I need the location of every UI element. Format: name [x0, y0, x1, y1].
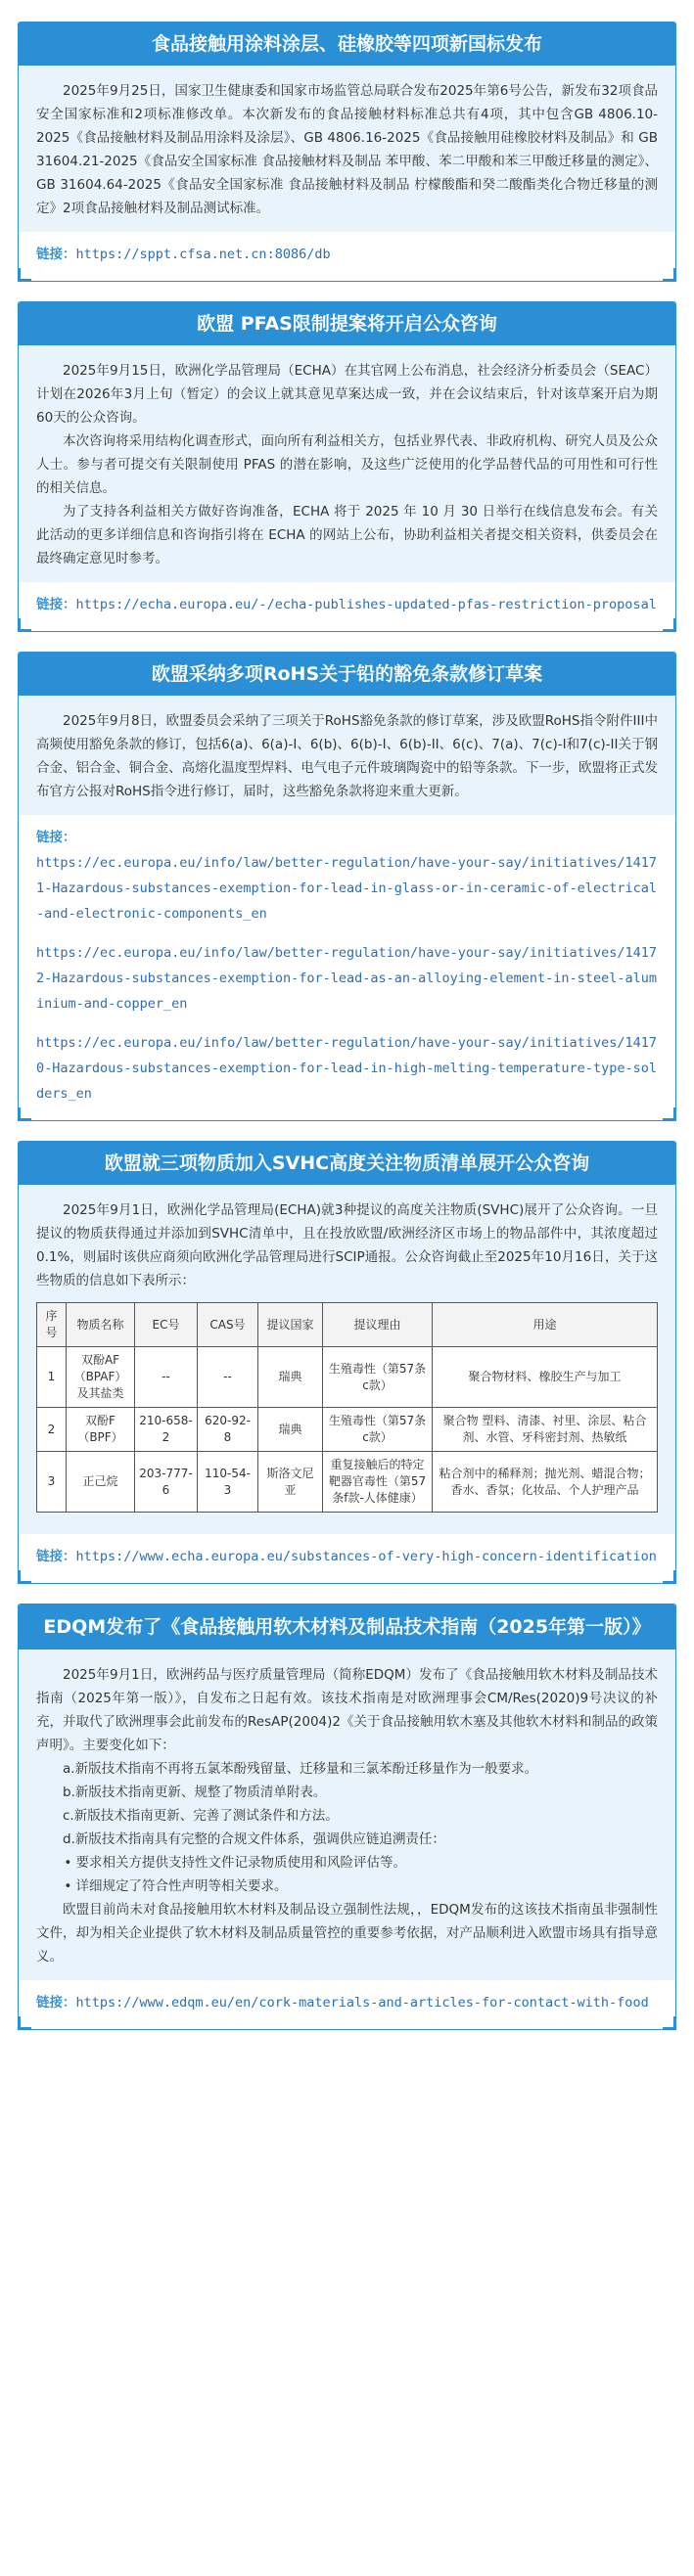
- source-link[interactable]: https://www.echa.europa.eu/substances-of-very-high-concern-identification: [75, 1549, 657, 1564]
- section-paragraph: 本次咨询将采用结构化调查形式，面向所有利益相关方，包括业界代表、非政府机构、研究人员及公众人士。参与者可提交有关限制使用 PFAS 的潜在影响，及这些广泛使用的化学品替代品的可用性和可行性的相关信息。: [36, 433, 658, 496]
- news-section-pfas: [18, 301, 676, 632]
- section-links: [19, 1534, 675, 1583]
- list-item: a.新版技术指南不再将五氯苯酚残留量、迁移量和三氯苯酚迁移量作为一般要求。: [63, 1761, 538, 1777]
- corner-decoration: [18, 268, 31, 282]
- section-paragraph: 2025年9月15日，欧洲化学品管理局（ECHA）在其官网上公布消息，社会经济分析委员会（SEAC）计划在2026年3月上旬（暂定）的会议上就其意见草案达成一致，并在会议结束后，针对该草案开启为期60天的公众咨询。: [36, 363, 658, 426]
- list-item: c.新版技术指南更新、完善了测试条件和方法。: [63, 1808, 339, 1824]
- corner-decoration: [18, 1570, 31, 1584]
- news-section-svhc: [18, 1141, 676, 1584]
- section-title: 食品接触用涂料涂层、硅橡胶等四项新国标发布: [19, 23, 675, 66]
- source-link[interactable]: https://www.edqm.eu/en/cork-materials-and-articles-for-contact-with-food: [75, 1995, 649, 2011]
- table-row: [37, 1408, 658, 1452]
- column-header: 提议国家: [258, 1303, 323, 1347]
- column-header: EC号: [135, 1303, 198, 1347]
- table-cell: 生殖毒性（第57条c款）: [323, 1347, 433, 1408]
- section-paragraph: 2025年9月25日，国家卫生健康委和国家市场监管总局联合发布2025年第6号公告，新发布32项食品安全国家标准和2项标准修改单。本次新发布的食品接触材料标准总共有4项，其中包含GB 4806.10-2025《食品接触材料及制品用涂料及涂层》、GB 4806.16-2025《食品接触用硅橡胶材料及制品》和 GB 31604.21-2025《食品安全国家标准 食品接触材料及制品 苯甲酸、苯二甲酸和苯三甲酸迁移量的测定》、GB 31604.64-2025《食品安全国家标准 食品接触材料及制品 柠檬酸酯和癸二酸酯类化合物迁移量的测定》2项食品接触材料及制品测试标准。: [36, 83, 658, 216]
- spacer: [36, 926, 658, 940]
- table-cell: 双酚F（BPF）: [67, 1408, 135, 1452]
- link-label: 链接：: [36, 830, 76, 845]
- section-body: [19, 1650, 675, 1980]
- table-cell: 瑞典: [258, 1408, 323, 1452]
- section-links: [19, 1980, 675, 2029]
- svhc-table: [36, 1302, 658, 1513]
- table-cell: 双酚AF（BPAF）及其盐类: [67, 1347, 135, 1408]
- corner-decoration: [663, 2016, 676, 2030]
- section-body: [19, 696, 675, 815]
- source-link[interactable]: https://ec.europa.eu/info/law/better-regulation/have-your-say/initiatives/14170-Hazardous-substances-exemption-for-lead-in-high-melting-temperature-type-solders_en: [36, 1035, 657, 1102]
- column-header: 物质名称: [67, 1303, 135, 1347]
- section-title: EDQM发布了《食品接触用软木材料及制品技术指南（2025年第一版）》: [19, 1604, 675, 1650]
- table-cell: 瑞典: [258, 1347, 323, 1408]
- table-cell: 203-777-6: [135, 1452, 198, 1513]
- table-cell: 重复接触后的特定靶器官毒性（第57条f款-人体健康）: [323, 1452, 433, 1513]
- corner-decoration: [663, 618, 676, 632]
- table-cell: 210-658-2: [135, 1408, 198, 1452]
- section-title: 欧盟就三项物质加入SVHC高度关注物质清单展开公众咨询: [19, 1142, 675, 1185]
- source-link[interactable]: https://ec.europa.eu/info/law/better-regulation/have-your-say/initiatives/14172-Hazardous-substances-exemption-for-lead-as-an-alloying-element-in-steel-aluminium-and-copper_en: [36, 945, 657, 1012]
- table-cell: 生殖毒性（第57条c款）: [323, 1408, 433, 1452]
- table-cell: 正己烷: [67, 1452, 135, 1513]
- section-body: [19, 1185, 675, 1534]
- source-link[interactable]: https://sppt.cfsa.net.cn:8086/db: [75, 247, 331, 262]
- section-links: [19, 815, 675, 1120]
- corner-decoration: [18, 618, 31, 632]
- table-cell: 聚合物材料、橡胶生产与加工: [433, 1347, 658, 1408]
- table-row: [37, 1347, 658, 1408]
- table-cell: --: [135, 1347, 198, 1408]
- link-label: 链接：: [36, 1549, 76, 1564]
- section-paragraph: 2025年9月8日，欧盟委员会采纳了三项关于RoHS豁免条款的修订草案，涉及欧盟RoHS指令附件III中高频使用豁免条款的修订，包括6(a)、6(a)-I、6(b)、6(b)-I、6(b)-II、6(c)、7(a)、7(c)-I和7(c)-II关于钢合金、铝合金、铜合金、高熔化温度型焊料、电气电子元件玻璃陶瓷中的铅等条款。下一步，欧盟将正式发布官方公报对RoHS指令进行修订，届时，这些豁免条款将迎来重大更新。: [36, 713, 658, 799]
- table-cell: 斯洛文尼亚: [258, 1452, 323, 1513]
- section-paragraph: 为了支持各利益相关方做好咨询准备，ECHA 将于 2025 年 10 月 30 日举行在线信息发布会。有关此活动的更多详细信息和咨询指引将在 ECHA 的网站上公布，协助利益相关者提交相关资料，供委员会在最终确定意见时参考。: [36, 504, 658, 566]
- corner-decoration: [663, 1107, 676, 1121]
- section-links: [19, 232, 675, 281]
- news-section-food-contact-standards: [18, 22, 676, 282]
- section-body: [19, 345, 675, 582]
- table-cell: 2: [37, 1408, 67, 1452]
- list-item: b.新版技术指南更新、规整了物质清单附表。: [63, 1785, 327, 1800]
- section-paragraph: 欧盟目前尚未对食品接触用软木材料及制品设立强制性法规，，EDQM发布的这该技术指南虽非强制性文件，却为相关企业提供了软木材料及制品质量管控的重要参考依据，对产品顺利进入欧盟市场具有指导意义。: [36, 1902, 658, 1965]
- news-section-rohs: [18, 652, 676, 1121]
- corner-decoration: [663, 268, 676, 282]
- corner-decoration: [18, 1107, 31, 1121]
- section-title: 欧盟采纳多项RoHS关于铅的豁免条款修订草案: [19, 653, 675, 696]
- table-cell: 粘合剂中的稀释剂；抛光剂、蜡混合物；香水、香氛；化妆品、个人护理产品: [433, 1452, 658, 1513]
- list-item: d.新版技术指南具有完整的合规文件体系，强调供应链追溯责任：: [63, 1831, 445, 1847]
- bullet-item: • 要求相关方提供支持性文件记录物质使用和风险评估等。: [36, 1851, 658, 1875]
- link-label: 链接：: [36, 597, 76, 612]
- news-page: [0, 22, 694, 2030]
- section-title: 欧盟 PFAS限制提案将开启公众咨询: [19, 302, 675, 345]
- spacer: [36, 1017, 658, 1030]
- column-header: 序号: [37, 1303, 67, 1347]
- section-links: [19, 582, 675, 631]
- column-header: 提议理由: [323, 1303, 433, 1347]
- table-cell: 110-54-3: [198, 1452, 258, 1513]
- table-row: [37, 1452, 658, 1513]
- source-link[interactable]: https://ec.europa.eu/info/law/better-regulation/have-your-say/initiatives/14171-Hazardous-substances-exemption-for-lead-in-glass-or-in-ceramic-of-electrical-and-electronic-components_en: [36, 855, 657, 922]
- corner-decoration: [663, 1570, 676, 1584]
- table-cell: 620-92-8: [198, 1408, 258, 1452]
- section-paragraph: 2025年9月1日，欧洲药品与医疗质量管理局（简称EDQM）发布了《食品接触用软木材料及制品技术指南（2025年第一版）》，自发布之日起有效。该技术指南是对欧洲理事会CM/Res(2020)9号决议的补充，并取代了欧洲理事会此前发布的ResAP(2004)2《关于食品接触用软木塞及其他软木材料和制品的政策声明》。主要变化如下：: [36, 1667, 658, 1753]
- column-header: CAS号: [198, 1303, 258, 1347]
- table-cell: 1: [37, 1347, 67, 1408]
- column-header: 用途: [433, 1303, 658, 1347]
- link-label: 链接：: [36, 247, 76, 262]
- link-label: 链接：: [36, 1995, 76, 2011]
- table-header-row: [37, 1303, 658, 1347]
- bullet-item: • 详细规定了符合性声明等相关要求。: [36, 1875, 658, 1898]
- source-link[interactable]: https://echa.europa.eu/-/echa-publishes-updated-pfas-restriction-proposal: [75, 597, 657, 612]
- table-cell: 3: [37, 1452, 67, 1513]
- corner-decoration: [18, 2016, 31, 2030]
- section-paragraph: 2025年9月1日，欧洲化学品管理局(ECHA)就3种提议的高度关注物质(SVHC)展开了公众咨询。一旦提议的物质获得通过并添加到SVHC清单中，且在投放欧盟/欧洲经济区市场上的物品部件中，其浓度超过0.1%，则届时该供应商须向欧洲化学品管理局进行SCIP通报。公众咨询截止至2025年10月16日，关于这些物质的信息如下表所示：: [36, 1202, 658, 1288]
- table-cell: --: [198, 1347, 258, 1408]
- table-cell: 聚合物 塑料、清漆、衬里、涂层、粘合剂、水管、牙科密封剂、热敏纸: [433, 1408, 658, 1452]
- news-section-edqm-cork: [18, 1604, 676, 2030]
- section-body: [19, 66, 675, 232]
